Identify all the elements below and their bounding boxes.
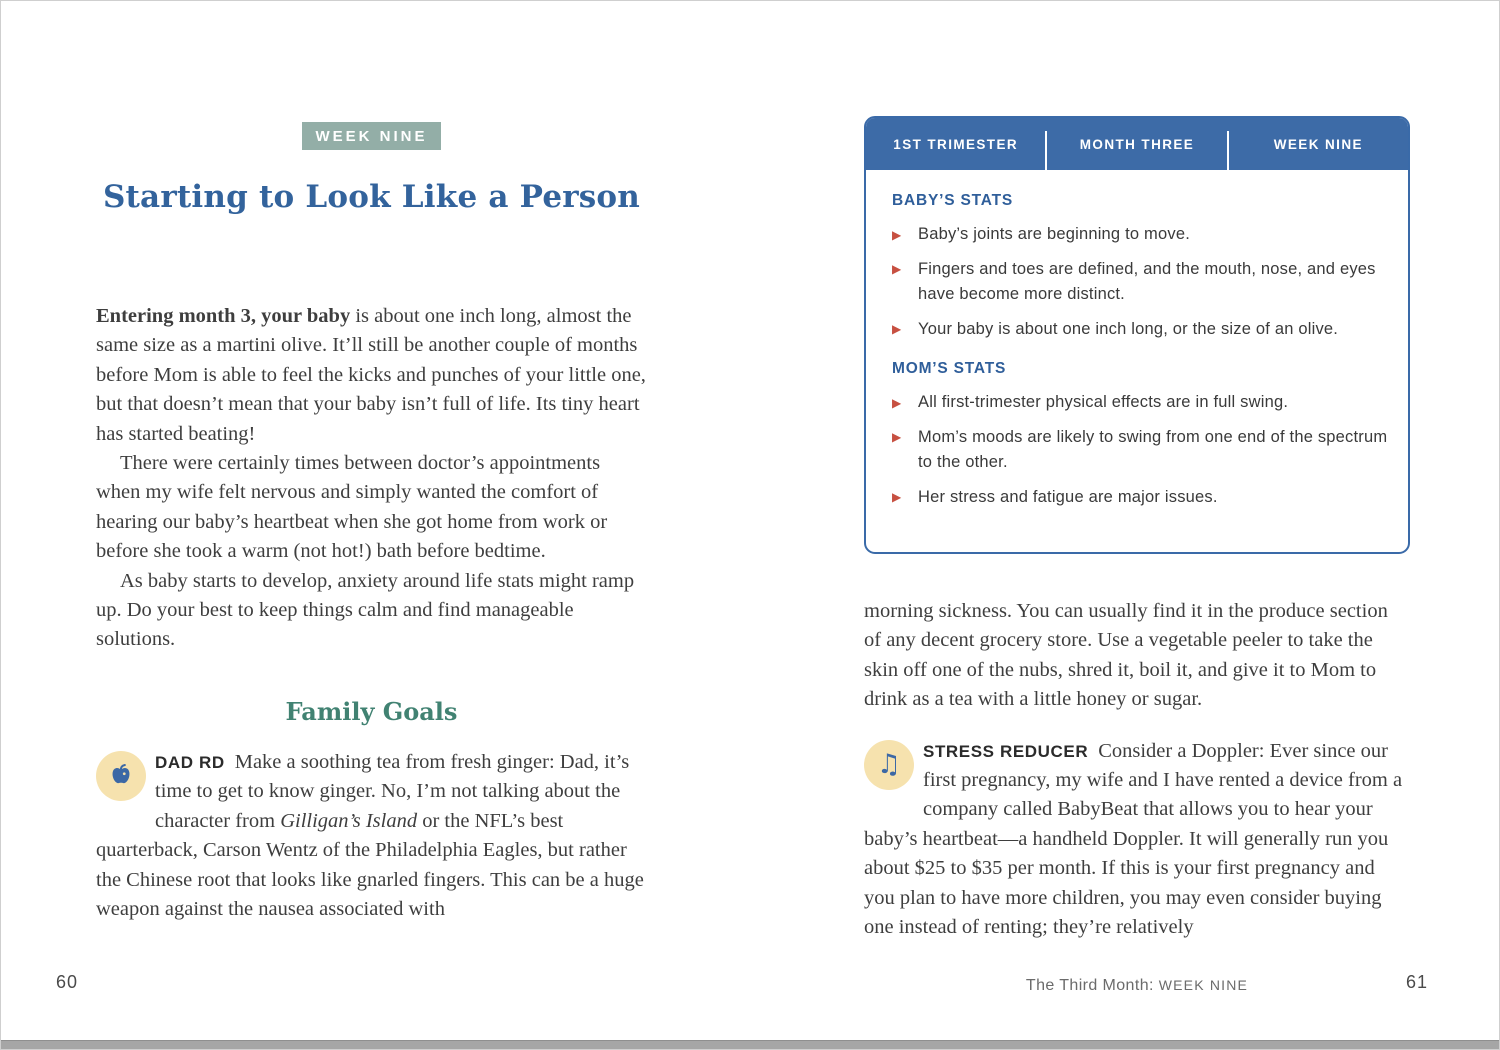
book-bottom-edge (1, 1040, 1499, 1049)
tip-paragraph (96, 748, 647, 924)
tip-label: DAD RD (155, 752, 225, 772)
page-right (864, 1, 1428, 1041)
moms-stats-list (892, 390, 1390, 510)
tip-label: STRESS REDUCER (923, 741, 1089, 761)
stats-body (866, 170, 1408, 552)
stat-item: ▶ Her stress and fatigue are major issues. (892, 485, 1390, 511)
stress-reducer-tip (864, 737, 1410, 943)
babys-stats-list (892, 222, 1390, 342)
week-badge: WEEK NINE (302, 122, 440, 150)
tip-text: or the NFL’s best quarterback, Carson Wentz of the Philadelphia Eagles, but rather the Chinese root that looks like gnarled fingers. This can be a huge weapon against the nausea associated with (96, 809, 644, 920)
dad-rd-tip (96, 748, 647, 924)
page-left (56, 1, 647, 1041)
stat-item: ▶ Baby’s joints are beginning to move. (892, 222, 1390, 248)
stat-item: ▶ Fingers and toes are defined, and the mouth, nose, and eyes have become more distinct. (892, 257, 1390, 308)
tip-text: Consider a Doppler: Ever since our first pregnancy, my wife and I have rented a device from a company called BabyBeat that allows you to hear your baby’s heartbeat—a handheld Doppler. It will generally run you about $25 to $35 per month. If this is your first pregnancy and you plan to have more children, you may even consider buying one instead of renting; they’re relatively (864, 739, 1403, 939)
tab-week-nine: WEEK NINE (1273, 136, 1363, 152)
intro-paragraphs (96, 302, 647, 655)
continued-paragraph: morning sickness. You can usually find it in the produce section of any decent grocery store. Use a vegetable peeler to take the skin off one of the nubs, shred it, boil it, and give it to Mom to drink as a tea with a little honey or sugar. (864, 600, 1388, 711)
paragraph: There were certainly times between doctor’s appointments when my wife felt nervous and simply wanted the comfort of hearing our baby’s heartbeat when she got home from work or before she took a warm (not hot!) bath before bedtime. (96, 452, 608, 563)
running-head-week: WEEK NINE (1158, 977, 1249, 993)
stats-tab-bar (866, 118, 1408, 170)
page-number-right: 61 (1405, 972, 1428, 992)
tip-text-italic: Gilligan’s Island (280, 809, 418, 832)
paragraph-text: is about one inch long, almost the same size as a martini olive. It’ll still be another couple of months before Mom is able to feel the kicks and punches of your little one, but that doesn’t mean that your baby isn’t full of life. Its tiny heart has started beating! (96, 305, 646, 445)
tip-text: Make a soothing tea from fresh ginger: Dad, it’s time to get to know ginger. No, I’m not talking about the character from (155, 750, 630, 832)
moms-stats-heading: MOM’S STATS (892, 360, 1007, 377)
running-head-text: The Third Month: (1025, 977, 1159, 994)
stats-box (864, 116, 1410, 554)
page-number-left: 60 (56, 972, 79, 992)
stat-item: ▶ All first-trimester physical effects are in full swing. (892, 390, 1390, 416)
paragraph: As baby starts to develop, anxiety around life stats might ramp up. Do your best to keep things calm and find manageable solutions. (96, 569, 635, 651)
stat-item: ▶ Your baby is about one inch long, or the size of an olive. (892, 317, 1390, 343)
music-note-icon: ♫ (864, 740, 914, 790)
bold-lead: Entering month 3, your baby (96, 305, 351, 327)
chapter-title: Starting to Look Like a Person (102, 179, 641, 215)
tab-1st-trimester: 1ST TRIMESTER (893, 136, 1019, 152)
stat-item: ▶ Mom’s moods are likely to swing from one end of the spectrum to the other. (892, 425, 1390, 476)
tip-paragraph (864, 737, 1410, 943)
family-goals-heading: Family Goals (285, 696, 458, 726)
tab-month-three: MONTH THREE (1079, 136, 1195, 152)
babys-stats-heading: BABY’S STATS (892, 192, 1013, 209)
running-head (864, 977, 1410, 995)
apple-icon (96, 751, 146, 801)
paragraph (96, 302, 647, 449)
